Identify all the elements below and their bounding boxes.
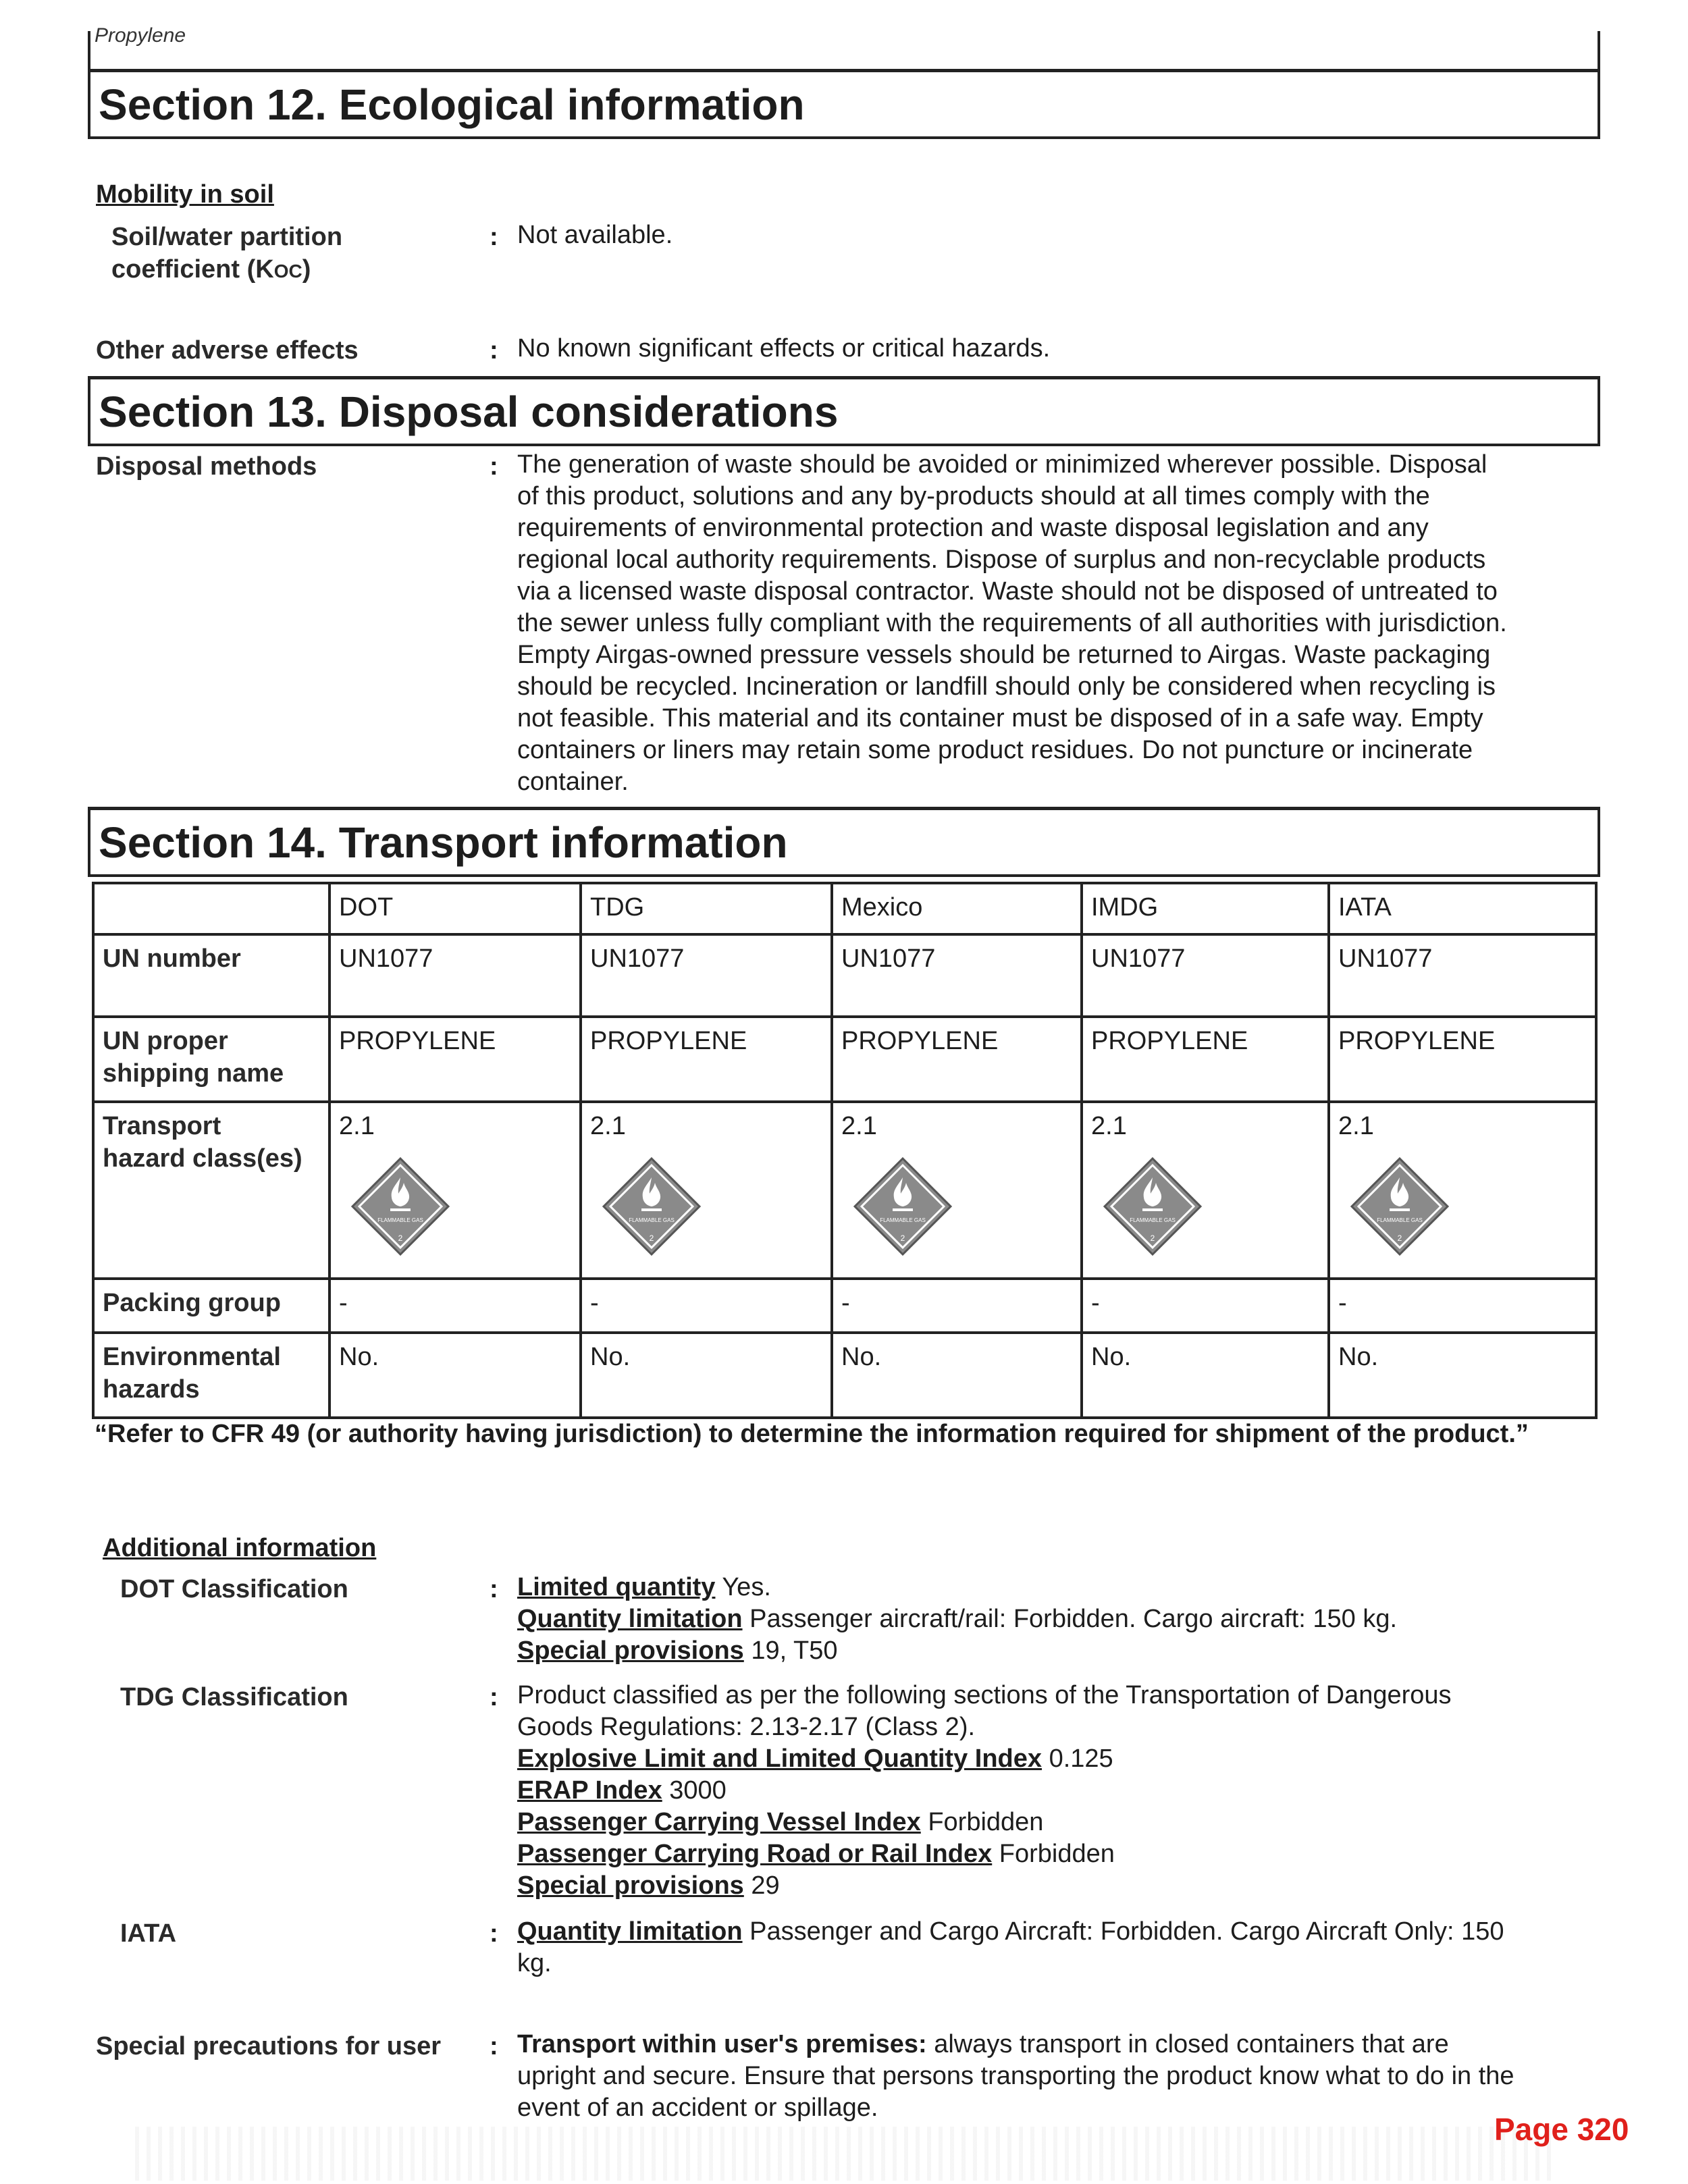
table-cell: - <box>1329 1279 1596 1333</box>
disposal-line: containers or liners may retain some product residues. Do not puncture or incinerate <box>517 736 1473 764</box>
svg-text:FLAMMABLE GAS: FLAMMABLE GAS <box>880 1217 926 1223</box>
disposal-methods-text <box>517 449 1598 798</box>
table-row-hazard-class <box>93 1102 1596 1279</box>
row-label <box>93 1333 329 1418</box>
koc-value: Not available. <box>517 221 673 249</box>
disposal-line: not feasible. This material and its container must be disposed of in a safe way. Empty <box>517 704 1483 733</box>
colon: : <box>490 1575 498 1603</box>
other-effects-label: Other adverse effects <box>96 336 359 365</box>
quantity-limitation-value: Passenger and Cargo Aircraft: Forbidden. Cargo Aircraft Only: 150 <box>749 1917 1504 1946</box>
table-cell: UN1077 <box>1329 934 1596 1017</box>
table-cell: - <box>832 1279 1082 1333</box>
koc-label-text: coefficient (KOC) <box>111 255 311 284</box>
special-precautions-line: upright and secure. Ensure that persons transporting the product know what to do in the <box>517 2062 1514 2090</box>
table-cell: No. <box>1082 1333 1329 1418</box>
table-corner-cell <box>93 883 329 934</box>
erap-index-value: 3000 <box>669 1776 727 1805</box>
table-cell <box>329 1102 581 1279</box>
svg-text:2: 2 <box>1397 1233 1402 1243</box>
koc-label-line1: Soil/water partition <box>111 223 343 251</box>
hazard-class-value: 2.1 <box>590 1112 626 1140</box>
table-cell <box>832 1102 1082 1279</box>
mobility-heading: Mobility in soil <box>96 180 274 209</box>
table-cell: No. <box>832 1333 1082 1418</box>
svg-text:FLAMMABLE GAS: FLAMMABLE GAS <box>1130 1217 1176 1223</box>
svg-text:FLAMMABLE GAS: FLAMMABLE GAS <box>1377 1217 1423 1223</box>
tdg-text-line: Product classified as per the following sections of the Transportation of Dangerous <box>517 1681 1452 1709</box>
transport-table <box>92 882 1598 1419</box>
disposal-methods-label: Disposal methods <box>96 452 317 481</box>
svg-text:FLAMMABLE GAS: FLAMMABLE GAS <box>629 1217 675 1223</box>
table-cell <box>1082 1102 1329 1279</box>
disposal-line: container. <box>517 768 629 796</box>
table-cell: - <box>1082 1279 1329 1333</box>
vessel-index-value: Forbidden <box>928 1808 1044 1836</box>
table-cell: UN1077 <box>1082 934 1329 1017</box>
svg-text:2: 2 <box>1150 1233 1155 1243</box>
additional-info-heading: Additional information <box>103 1534 377 1562</box>
iata-value <box>517 1916 1504 1979</box>
disposal-line: the sewer unless fully compliant with the requirements of all authorities with jurisdiction. <box>517 609 1507 637</box>
column-header-mexico: Mexico <box>832 883 1082 934</box>
column-header-tdg: TDG <box>581 883 832 934</box>
section-13-title: Section 13. Disposal considerations <box>88 376 1600 446</box>
table-cell: No. <box>1329 1333 1596 1418</box>
special-provisions-key: Special provisions <box>517 1636 744 1665</box>
colon: : <box>490 452 498 481</box>
table-cell: PROPYLENE <box>1082 1017 1329 1102</box>
table-row-env-hazards <box>93 1333 1596 1418</box>
quantity-limitation-value: Passenger aircraft/rail: Forbidden. Cargo aircraft: 150 kg. <box>749 1605 1398 1633</box>
explosive-limit-key: Explosive Limit and Limited Quantity Index <box>517 1744 1043 1773</box>
dot-classification-label: DOT Classification <box>120 1575 348 1603</box>
special-provisions-value: 29 <box>751 1871 780 1900</box>
colon: : <box>490 1683 498 1711</box>
row-label-line: Transport <box>103 1112 221 1140</box>
tdg-text-line: Goods Regulations: 2.13-2.17 (Class 2). <box>517 1713 976 1741</box>
flammable-gas-diamond-icon <box>1349 1156 1450 1257</box>
explosive-limit-value: 0.125 <box>1049 1744 1113 1773</box>
table-cell <box>1329 1102 1596 1279</box>
disposal-line: Empty Airgas-owned pressure vessels should be returned to Airgas. Waste packaging <box>517 641 1491 669</box>
svg-text:2: 2 <box>649 1233 654 1243</box>
flammable-gas-diamond-icon <box>601 1156 702 1257</box>
header-rule <box>88 31 1600 69</box>
disposal-line: of this product, solutions and any by-products should at all times comply with the <box>517 482 1430 510</box>
row-label-line: Environmental <box>103 1343 281 1371</box>
disposal-line: regional local authority requirements. Dispose of surplus and non-recyclable products <box>517 545 1486 574</box>
flammable-gas-diamond-icon <box>1102 1156 1203 1257</box>
iata-label: IATA <box>120 1919 177 1948</box>
svg-text:FLAMMABLE GAS: FLAMMABLE GAS <box>377 1217 423 1223</box>
special-precautions-label: Special precautions for user <box>96 2032 442 2060</box>
page-number: Page 320 <box>1494 2112 1629 2147</box>
special-provisions-key: Special provisions <box>517 1871 744 1900</box>
document-product-name: Propylene <box>95 24 186 47</box>
tdg-classification-value <box>517 1680 1452 1902</box>
koc-label-line2 <box>111 255 311 284</box>
road-rail-index-key: Passenger Carrying Road or Rail Index <box>517 1840 993 1868</box>
column-header-imdg: IMDG <box>1082 883 1329 934</box>
row-label <box>93 1102 329 1279</box>
limited-quantity-key: Limited quantity <box>517 1573 716 1601</box>
dot-classification-value <box>517 1572 1397 1667</box>
row-label: UN number <box>93 934 329 1017</box>
table-cell: PROPYLENE <box>329 1017 581 1102</box>
disposal-line: The generation of waste should be avoided or minimized wherever possible. Disposal <box>517 450 1487 479</box>
table-row-proper-name <box>93 1017 1596 1102</box>
special-precautions-value <box>517 2029 1514 2124</box>
disposal-line: should be recycled. Incineration or landfill should only be considered when recycling is <box>517 672 1496 701</box>
special-precautions-line: event of an accident or spillage. <box>517 2094 878 2122</box>
svg-text:2: 2 <box>900 1233 905 1243</box>
transport-premises-lead: Transport within user's premises: <box>517 2030 927 2058</box>
table-header-row <box>93 883 1596 934</box>
quantity-limitation-key: Quantity limitation <box>517 1605 743 1633</box>
table-cell: No. <box>329 1333 581 1418</box>
table-cell: UN1077 <box>581 934 832 1017</box>
special-provisions-value: 19, T50 <box>751 1636 838 1665</box>
column-header-dot: DOT <box>329 883 581 934</box>
table-cell: - <box>581 1279 832 1333</box>
table-cell: PROPYLENE <box>1329 1017 1596 1102</box>
scan-noise <box>135 2127 1553 2181</box>
flammable-gas-diamond-icon <box>852 1156 953 1257</box>
quantity-limitation-value-cont: kg. <box>517 1949 552 1977</box>
colon: : <box>490 1919 498 1948</box>
section-14-title: Section 14. Transport information <box>88 807 1600 877</box>
row-label-line: hazard class(es) <box>103 1144 302 1173</box>
hazard-class-value: 2.1 <box>1338 1112 1374 1140</box>
road-rail-index-value: Forbidden <box>999 1840 1115 1868</box>
disposal-line: via a licensed waste disposal contractor. Waste should not be disposed of untreated to <box>517 577 1498 606</box>
colon: : <box>490 223 498 251</box>
table-cell: UN1077 <box>832 934 1082 1017</box>
other-effects-value: No known significant effects or critical hazards. <box>517 334 1051 363</box>
cfr-note: “Refer to CFR 49 (or authority having jurisdiction) to determine the information required for shipment of the product.” <box>95 1420 1529 1448</box>
table-cell <box>581 1102 832 1279</box>
section-12-title: Section 12. Ecological information <box>88 69 1600 139</box>
row-label-line: hazards <box>103 1375 200 1404</box>
row-label <box>93 1017 329 1102</box>
table-cell: PROPYLENE <box>832 1017 1082 1102</box>
flammable-gas-diamond-icon <box>350 1156 451 1257</box>
quantity-limitation-key: Quantity limitation <box>517 1917 743 1946</box>
row-label: Packing group <box>93 1279 329 1333</box>
column-header-iata: IATA <box>1329 883 1596 934</box>
table-cell: PROPYLENE <box>581 1017 832 1102</box>
hazard-class-value: 2.1 <box>841 1112 877 1140</box>
colon: : <box>490 2032 498 2060</box>
hazard-class-value: 2.1 <box>339 1112 375 1140</box>
disposal-line: requirements of environmental protection and waste disposal legislation and any <box>517 514 1429 542</box>
colon: : <box>490 336 498 365</box>
hazard-class-value: 2.1 <box>1091 1112 1127 1140</box>
limited-quantity-value: Yes. <box>722 1573 771 1601</box>
table-row-packing-group <box>93 1279 1596 1333</box>
erap-index-key: ERAP Index <box>517 1776 662 1805</box>
vessel-index-key: Passenger Carrying Vessel Index <box>517 1808 921 1836</box>
tdg-classification-label: TDG Classification <box>120 1683 348 1711</box>
row-label-line: shipping name <box>103 1059 284 1088</box>
special-precautions-line: always transport in closed containers that are <box>934 2030 1449 2058</box>
table-cell: - <box>329 1279 581 1333</box>
table-cell: UN1077 <box>329 934 581 1017</box>
table-cell: No. <box>581 1333 832 1418</box>
table-row-un-number <box>93 934 1596 1017</box>
svg-text:2: 2 <box>398 1233 403 1243</box>
row-label-line: UN proper <box>103 1027 228 1055</box>
